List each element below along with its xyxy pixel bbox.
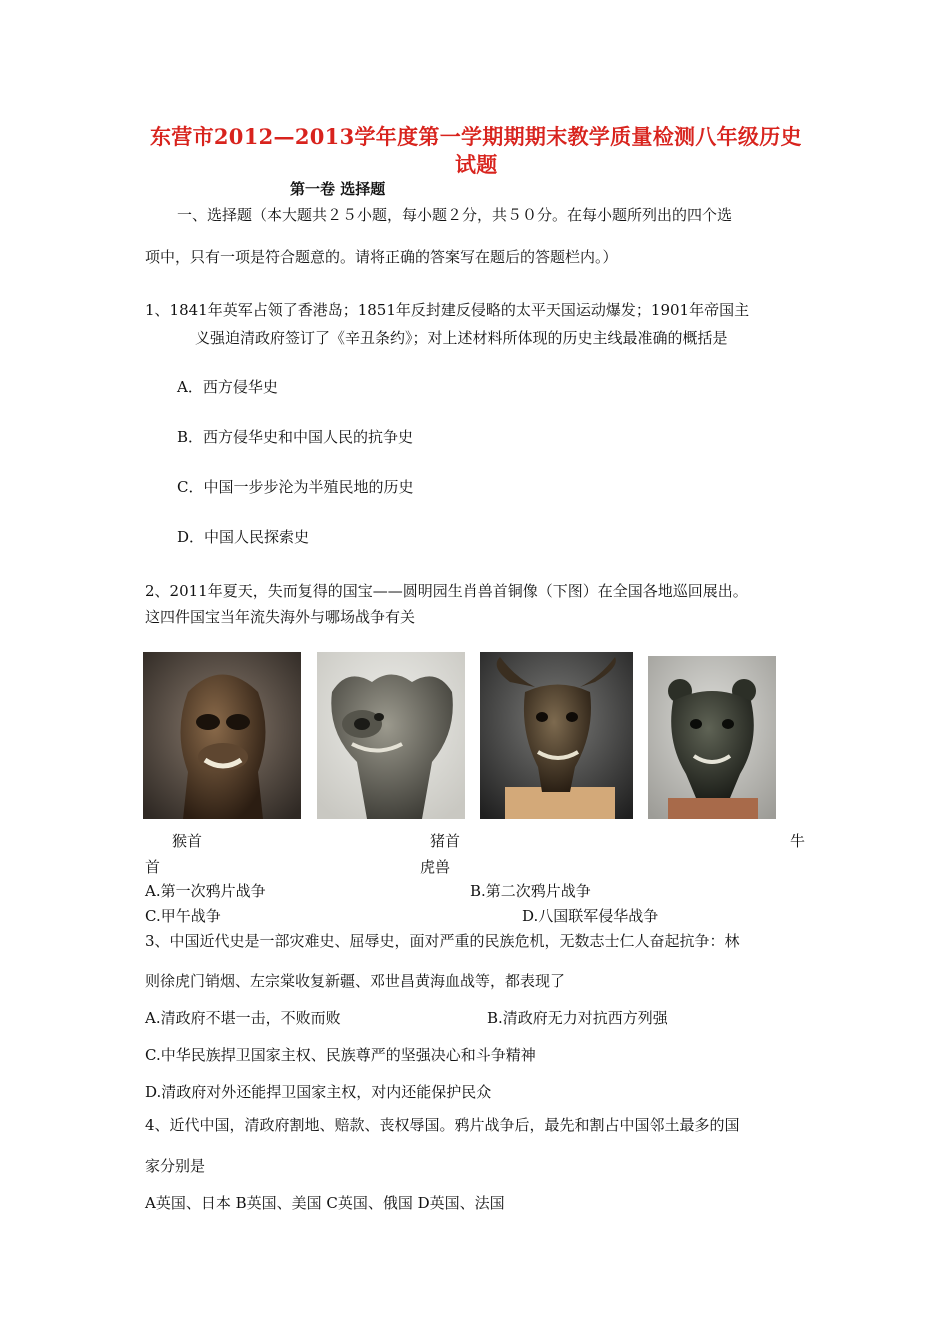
question-2-option-a: A.第一次鸦片战争 xyxy=(145,882,266,900)
caption-pig: 猪首 xyxy=(430,832,461,850)
monkey-bronze-head-icon xyxy=(143,652,301,819)
question-2-option-d: D.八国联军侵华战争 xyxy=(522,907,659,925)
question-3-option-b: B.清政府无力对抗西方列强 xyxy=(487,1009,668,1027)
instructions-line-1: 一、选择题（本大题共２５小题，每小题２分，共５０分。在每小题所列出的四个选 xyxy=(177,206,733,224)
question-1-line-2: 义强迫清政府签订了《辛丑条约》；对上述材料所体现的历史主线最准确的概括是 xyxy=(195,329,728,347)
question-3-option-c: C.中华民族捍卫国家主权、民族尊严的坚强决心和斗争精神 xyxy=(145,1046,536,1064)
question-2-line-2: 这四件国宝当年流失海外与哪场战争有关 xyxy=(145,608,416,626)
caption-ox-part-2: 首 xyxy=(145,858,161,876)
question-3-line-1: 3、中国近代史是一部灾难史、屈辱史，面对严重的民族危机，无数志士仁人奋起抗争：林 xyxy=(145,932,740,950)
question-3-line-2: 则徐虎门销烟、左宗棠收复新疆、邓世昌黄海血战等，都表现了 xyxy=(145,972,566,990)
question-1-option-a: A．西方侵华史 xyxy=(177,378,278,396)
question-2-option-c: C.甲午战争 xyxy=(145,907,221,925)
section-heading: 第一卷 选择题 xyxy=(290,180,386,198)
caption-tiger: 虎兽 xyxy=(420,858,451,876)
pig-bronze-head-icon xyxy=(317,652,465,819)
question-1-option-d: D．中国人民探索史 xyxy=(177,528,310,546)
tiger-bronze-head-icon xyxy=(648,656,776,819)
page-title-continued: 试题 xyxy=(455,152,498,177)
question-1-option-b: B．西方侵华史和中国人民的抗争史 xyxy=(177,428,414,446)
question-2-option-b: B.第二次鸦片战争 xyxy=(470,882,591,900)
question-4-line-1: 4、近代中国，清政府割地、赔款、丧权辱国。鸦片战争后，最先和割占中国邻土最多的国 xyxy=(145,1116,740,1134)
question-1-option-c: C．中国一步步沦为半殖民地的历史 xyxy=(177,478,414,496)
question-4-options: A英国、日本 B英国、美国 C英国、俄国 D英国、法国 xyxy=(145,1194,505,1212)
page-title: 东营市2012—2013学年度第一学期期期末教学质量检测八年级历史 xyxy=(150,124,802,149)
instructions-line-2: 项中，只有一项是符合题意的。请将正确的答案写在题后的答题栏内。） xyxy=(145,248,618,266)
question-4-line-2: 家分别是 xyxy=(145,1157,206,1175)
caption-ox-part-1: 牛 xyxy=(790,832,806,850)
question-3-option-a: A.清政府不堪一击，不败而败 xyxy=(145,1009,341,1027)
question-2-line-1: 2、2011年夏天，失而复得的国宝——圆明园生肖兽首铜像（下图）在全国各地巡回展出。 xyxy=(145,582,748,600)
question-3-option-d: D.清政府对外还能捍卫国家主权，对内还能保护民众 xyxy=(145,1083,492,1101)
ox-bronze-head-icon xyxy=(480,652,633,819)
caption-monkey: 猴首 xyxy=(172,832,203,850)
question-1-line-1: 1、1841年英军占领了香港岛；1851年反封建反侵略的太平天国运动爆发；1901年帝国主 xyxy=(145,301,750,319)
